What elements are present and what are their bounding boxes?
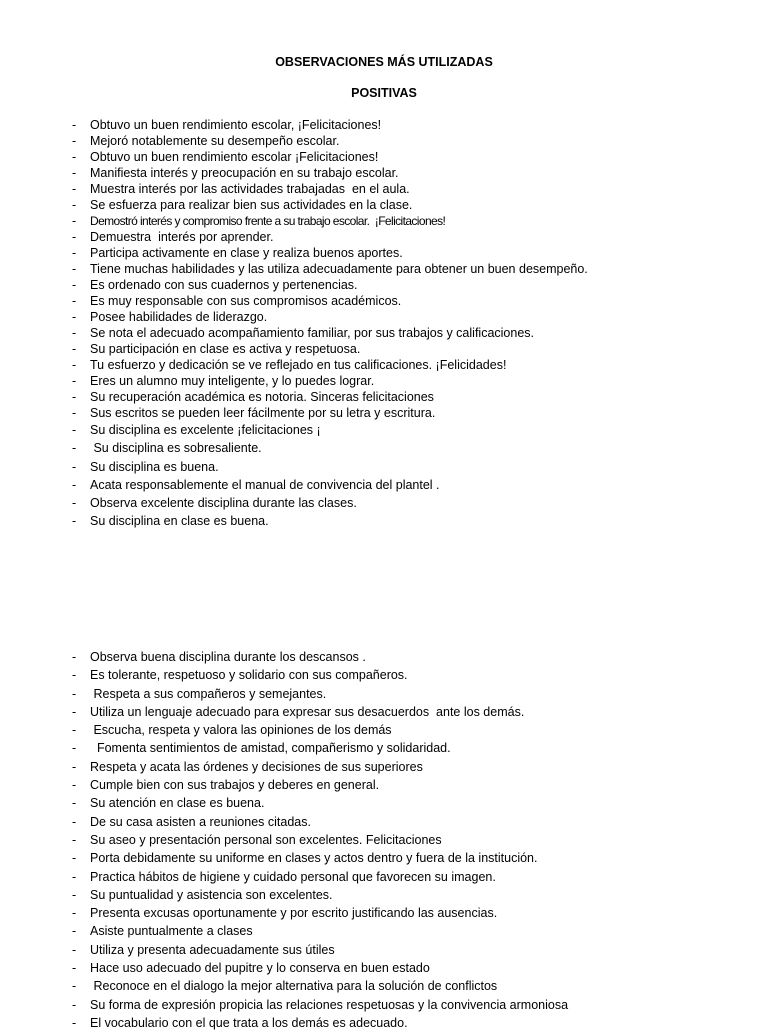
bullet-dash: - (72, 814, 77, 829)
list-item (72, 758, 568, 776)
list-item-text: Sus escritos se pueden leer fácilmente por su letra y escritura. (90, 406, 436, 420)
bullet-dash: - (72, 668, 77, 683)
list-item-text: Presenta excusas oportunamente y por escrito justificando las ausencias. (90, 906, 498, 921)
bullet-dash: - (72, 514, 77, 529)
list-item-text: Acata responsablemente el manual de convivencia del plantel . (90, 477, 440, 492)
bullet-dash: - (72, 906, 77, 921)
section-heading: POSITIVAS (351, 86, 417, 100)
list-item-text: Su atención en clase es buena. (90, 796, 265, 811)
bullet-dash: - (72, 1015, 77, 1030)
list-item (72, 439, 588, 457)
list-item (72, 904, 568, 922)
list-item-text: Su puntualidad y asistencia son excelentes. (90, 887, 333, 902)
bullet-dash: - (72, 166, 77, 180)
bullet-dash: - (72, 423, 77, 437)
list-item-text: Su disciplina en clase es buena. (90, 514, 269, 529)
bullet-dash: - (72, 198, 77, 212)
list-item (72, 133, 588, 149)
observations-list-1 (72, 117, 588, 531)
bullet-dash: - (72, 342, 77, 356)
list-item-text: Su recuperación académica es notoria. Sinceras felicitaciones (90, 390, 434, 404)
list-item (72, 739, 568, 757)
bullet-dash: - (72, 778, 77, 793)
bullet-dash: - (72, 358, 77, 372)
list-item-text: Utiliza y presenta adecuadamente sus útiles (90, 942, 335, 957)
list-item-text: Respeta y acata las órdenes y decisiones de sus superiores (90, 759, 423, 774)
document-title: OBSERVACIONES MÁS UTILIZADAS (275, 55, 493, 69)
bullet-dash: - (72, 851, 77, 866)
bullet-dash: - (72, 796, 77, 811)
list-item-text: Escucha, respeta y valora las opiniones de los demás (90, 723, 392, 738)
list-item (72, 648, 568, 666)
list-item (72, 293, 588, 309)
bullet-dash: - (72, 441, 77, 456)
list-item (72, 309, 588, 325)
bullet-dash: - (72, 182, 77, 196)
list-item-text: De su casa asisten a reuniones citadas. (90, 814, 311, 829)
list-item (72, 277, 588, 293)
list-item-text: Su forma de expresión propicia las relaciones respetuosas y la convivencia armoniosa (90, 997, 569, 1012)
list-item-text: Tu esfuerzo y dedicación se ve reflejado en tus calificaciones. ¡Felicidades! (90, 358, 507, 372)
bullet-dash: - (72, 997, 77, 1012)
list-item (72, 213, 588, 229)
bullet-dash: - (72, 230, 77, 244)
list-item (72, 959, 568, 977)
list-item (72, 197, 588, 213)
bullet-dash: - (72, 374, 77, 388)
bullet-dash: - (72, 262, 77, 276)
bullet-dash: - (72, 979, 77, 994)
list-item (72, 941, 568, 959)
bullet-dash: - (72, 326, 77, 340)
bullet-dash: - (72, 477, 77, 492)
list-item (72, 813, 568, 831)
list-item (72, 341, 588, 357)
list-item-text: Se esfuerza para realizar bien sus actividades en la clase. (90, 198, 413, 212)
list-item (72, 512, 588, 530)
list-item-text: Hace uso adecuado del pupitre y lo conserva en buen estado (90, 961, 430, 976)
list-item (72, 181, 588, 197)
bullet-dash: - (72, 118, 77, 132)
list-item (72, 977, 568, 995)
list-item (72, 389, 588, 405)
bullet-dash: - (72, 704, 77, 719)
bullet-dash: - (72, 759, 77, 774)
bullet-dash: - (72, 294, 77, 308)
list-item-text: Obtuvo un buen rendimiento escolar, ¡Felicitaciones! (90, 118, 382, 132)
bullet-dash: - (72, 961, 77, 976)
list-item (72, 685, 568, 703)
list-item-text: Muestra interés por las actividades trabajadas en el aula. (90, 182, 410, 196)
bullet-dash: - (72, 390, 77, 404)
bullet-dash: - (72, 924, 77, 939)
list-item-text: Se nota el adecuado acompañamiento familiar, por sus trabajos y calificaciones. (90, 326, 535, 340)
list-item (72, 149, 588, 165)
list-item-text: Mejoró notablemente su desempeño escolar. (90, 134, 340, 148)
bullet-dash: - (72, 869, 77, 884)
list-item (72, 245, 588, 261)
bullet-dash: - (72, 723, 77, 738)
bullet-dash: - (72, 310, 77, 324)
bullet-dash: - (72, 459, 77, 474)
list-item-text: El vocabulario con el que trata a los demás es adecuado. (90, 1015, 408, 1030)
list-item (72, 117, 588, 133)
list-item (72, 831, 568, 849)
list-item (72, 794, 568, 812)
list-item (72, 421, 588, 439)
list-item-text: Participa activamente en clase y realiza buenos aportes. (90, 246, 403, 260)
list-item (72, 229, 588, 245)
list-item-text: Eres un alumno muy inteligente, y lo puedes lograr. (90, 374, 375, 388)
list-item (72, 996, 568, 1014)
list-item-text: Cumple bien con sus trabajos y deberes en general. (90, 778, 380, 793)
list-item (72, 922, 568, 940)
list-item-text: Respeta a sus compañeros y semejantes. (90, 686, 327, 701)
list-item-text: Utiliza un lenguaje adecuado para expresar sus desacuerdos ante los demás. (90, 704, 525, 719)
bullet-dash: - (72, 246, 77, 260)
list-item-text: Tiene muchas habilidades y las utiliza adecuadamente para obtener un buen desempeño. (90, 262, 588, 276)
list-item-text: Practica hábitos de higiene y cuidado personal que favorecen su imagen. (90, 869, 496, 884)
list-item (72, 357, 588, 373)
list-item-text: Reconoce en el dialogo la mejor alternativa para la solución de conflictos (90, 979, 498, 994)
bullet-dash: - (72, 887, 77, 902)
list-item (72, 868, 568, 886)
list-item-text: Su participación en clase es activa y respetuosa. (90, 342, 361, 356)
list-item (72, 405, 588, 421)
list-item-text: Es muy responsable con sus compromisos académicos. (90, 294, 402, 308)
bullet-dash: - (72, 496, 77, 511)
list-item-text: Demuestra interés por aprender. (90, 230, 274, 244)
bullet-dash: - (72, 406, 77, 420)
list-item (72, 261, 588, 277)
observations-list-2 (72, 648, 568, 1032)
list-item-text: Posee habilidades de liderazgo. (90, 310, 268, 324)
bullet-dash: - (72, 832, 77, 847)
list-item-text: Su aseo y presentación personal son excelentes. Felicitaciones (90, 832, 442, 847)
bullet-dash: - (72, 686, 77, 701)
list-item (72, 373, 588, 389)
list-item-text: Su disciplina es buena. (90, 459, 219, 474)
list-item-text: Observa excelente disciplina durante las clases. (90, 496, 357, 511)
list-item-text: Es tolerante, respetuoso y solidario con sus compañeros. (90, 668, 408, 683)
list-item-text: Es ordenado con sus cuadernos y pertenencias. (90, 278, 358, 292)
list-item-text: Porta debidamente su uniforme en clases y actos dentro y fuera de la institución. (90, 851, 538, 866)
list-item (72, 703, 568, 721)
list-item-text: Manifiesta interés y preocupación en su trabajo escolar. (90, 166, 399, 180)
list-item (72, 721, 568, 739)
list-item-text: Su disciplina es excelente ¡felicitaciones ¡ (90, 423, 321, 437)
list-item (72, 165, 588, 181)
bullet-dash: - (72, 214, 77, 228)
list-item (72, 325, 588, 341)
list-item-text: Obtuvo un buen rendimiento escolar ¡Felicitaciones! (90, 150, 379, 164)
bullet-dash: - (72, 150, 77, 164)
list-item (72, 494, 588, 512)
list-item (72, 849, 568, 867)
list-item-text: Demostró interés y compromiso frente a su trabajo escolar. ¡Felicitaciones! (90, 214, 446, 228)
bullet-dash: - (72, 741, 77, 756)
list-item (72, 886, 568, 904)
bullet-dash: - (72, 650, 77, 664)
bullet-dash: - (72, 942, 77, 957)
list-item-text: Fomenta sentimientos de amistad, compañerismo y solidaridad. (90, 741, 451, 756)
list-item (72, 776, 568, 794)
bullet-dash: - (72, 278, 77, 292)
list-item (72, 476, 588, 494)
list-item (72, 1014, 568, 1032)
bullet-dash: - (72, 134, 77, 148)
list-item (72, 666, 568, 684)
list-item-text: Su disciplina es sobresaliente. (90, 441, 262, 456)
list-item-text: Observa buena disciplina durante los descansos . (90, 650, 366, 664)
list-item-text: Asiste puntualmente a clases (90, 924, 253, 939)
list-item (72, 458, 588, 476)
